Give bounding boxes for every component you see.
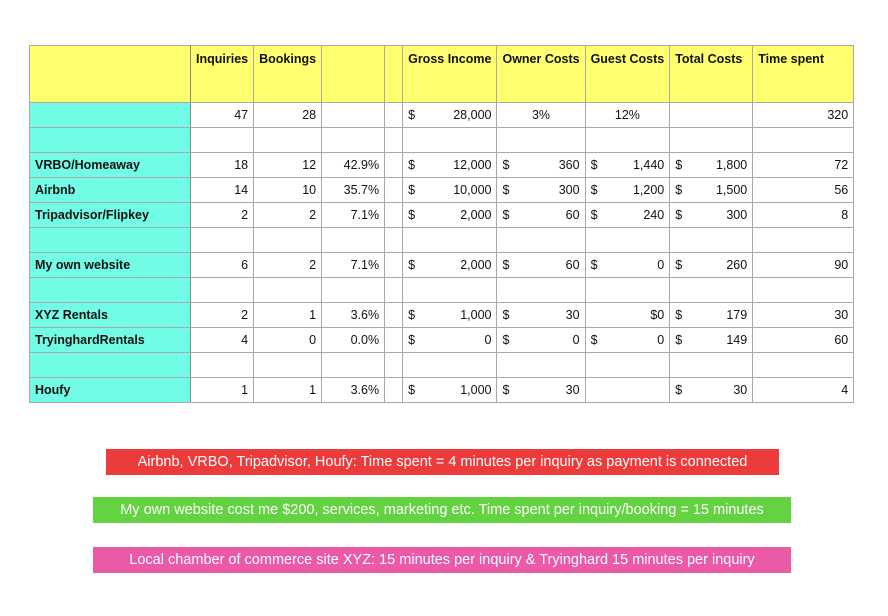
currency-symbol: $ [590, 183, 598, 197]
time-cell[interactable]: 8 [753, 203, 854, 228]
time-cell[interactable]: 30 [753, 303, 854, 328]
currency-symbol: $ [502, 158, 510, 172]
gross-cell[interactable] [403, 153, 497, 178]
currency-symbol: $ [502, 208, 510, 222]
blank-row [30, 228, 854, 253]
blank-cell[interactable] [497, 128, 585, 153]
totals-row [30, 103, 854, 128]
spacer-cell[interactable] [385, 253, 403, 278]
totals-total[interactable] [670, 103, 753, 128]
header-cell[interactable] [322, 46, 385, 103]
blank-cell[interactable] [585, 353, 670, 378]
totals-owner[interactable]: 3% [497, 103, 585, 128]
blank-cell[interactable] [385, 128, 403, 153]
total-cell[interactable] [670, 178, 753, 203]
spacer-cell[interactable] [385, 303, 403, 328]
note-red: Airbnb, VRBO, Tripadvisor, Houfy: Time spent = 4 minutes per inquiry as payment is connected [106, 449, 779, 475]
bookings-cell[interactable]: 10 [254, 178, 322, 203]
table-row [30, 378, 854, 403]
owner-cell[interactable] [497, 253, 585, 278]
spacer-cell[interactable] [385, 103, 403, 128]
total-cell-value: 30 [733, 383, 748, 397]
blank-cell[interactable] [322, 278, 385, 303]
blank-cell[interactable] [585, 128, 670, 153]
blank-cell[interactable] [191, 278, 254, 303]
gross-cell[interactable] [403, 253, 497, 278]
row-label[interactable]: TryinghardRentals [30, 328, 191, 353]
sheet-body [30, 46, 854, 403]
header-guest-costs[interactable]: Guest Costs [585, 46, 670, 103]
time-cell[interactable]: 90 [753, 253, 854, 278]
total-cell[interactable] [670, 303, 753, 328]
currency-symbol: $ [408, 383, 416, 397]
currency-symbol: $ [408, 333, 416, 347]
percent-cell[interactable]: 42.9% [322, 153, 385, 178]
blank-cell[interactable] [254, 228, 322, 253]
blank-cell[interactable] [191, 353, 254, 378]
currency-symbol: $ [590, 258, 598, 272]
gross-cell[interactable] [403, 328, 497, 353]
guest-cell-value: 1,440 [632, 158, 665, 172]
header-cell[interactable] [30, 46, 191, 103]
time-cell[interactable]: 4 [753, 378, 854, 403]
currency-symbol: $ [502, 308, 510, 322]
totals-bookings[interactable]: 28 [254, 103, 322, 128]
owner-cell-value: 30 [565, 308, 580, 322]
gross-cell-value: 2,000 [460, 258, 492, 272]
header-owner-costs[interactable]: Owner Costs [497, 46, 585, 103]
total-cell-value: 260 [726, 258, 748, 272]
blank-cell[interactable] [322, 228, 385, 253]
row-label[interactable]: Tripadvisor/Flipkey [30, 203, 191, 228]
table-row [30, 303, 854, 328]
blank-cell[interactable] [403, 228, 497, 253]
bookings-cell[interactable]: 2 [254, 253, 322, 278]
inquiries-cell[interactable]: 4 [191, 328, 254, 353]
blank-cell[interactable] [322, 353, 385, 378]
owner-cell[interactable] [497, 328, 585, 353]
blank-cell[interactable] [753, 228, 854, 253]
total-cell[interactable] [670, 378, 753, 403]
currency-symbol: $ [590, 208, 598, 222]
totals-gross[interactable] [403, 103, 497, 128]
row-label[interactable]: My own website [30, 253, 191, 278]
inquiries-cell[interactable]: 2 [191, 203, 254, 228]
header-inquiries[interactable]: Inquiries [191, 46, 254, 103]
guest-cell[interactable] [585, 303, 670, 328]
gross-cell[interactable] [403, 303, 497, 328]
currency-symbol: $ [408, 158, 416, 172]
inquiries-cell[interactable]: 1 [191, 378, 254, 403]
total-cell-value: 300 [726, 208, 748, 222]
blank-cell[interactable] [30, 278, 191, 303]
currency-symbol: $ [675, 333, 683, 347]
note-pink: Local chamber of commerce site XYZ: 15 minutes per inquiry & Tryinghard 15 minutes per inquiry [93, 547, 791, 573]
blank-cell[interactable] [191, 228, 254, 253]
total-cell-value: 1,500 [715, 183, 748, 197]
guest-cell-value: 240 [643, 208, 665, 222]
blank-cell[interactable] [670, 228, 753, 253]
table-row [30, 253, 854, 278]
table-row [30, 328, 854, 353]
header-total-costs[interactable]: Total Costs [670, 46, 753, 103]
inquiries-cell[interactable]: 18 [191, 153, 254, 178]
blank-cell[interactable] [585, 228, 670, 253]
currency-symbol: $ [502, 383, 510, 397]
spacer-cell[interactable] [385, 153, 403, 178]
totals-pct[interactable] [322, 103, 385, 128]
totals-time[interactable]: 320 [753, 103, 854, 128]
time-cell[interactable]: 72 [753, 153, 854, 178]
bookings-cell[interactable]: 1 [254, 303, 322, 328]
totals-gross-value: 28,000 [453, 108, 492, 122]
guest-cell[interactable] [585, 178, 670, 203]
guest-cell[interactable] [585, 253, 670, 278]
currency-symbol: $ [675, 208, 683, 222]
blank-cell[interactable] [385, 353, 403, 378]
blank-cell[interactable] [30, 353, 191, 378]
blank-cell[interactable] [585, 278, 670, 303]
total-cell-value: 149 [726, 333, 748, 347]
bookings-cell[interactable]: 12 [254, 153, 322, 178]
blank-cell[interactable] [497, 353, 585, 378]
spacer-cell[interactable] [385, 203, 403, 228]
guest-cell-value: 0 [657, 333, 665, 347]
currency-symbol: $ [408, 183, 416, 197]
spreadsheet-table [29, 45, 854, 403]
gross-cell-value: 0 [484, 333, 492, 347]
percent-cell[interactable]: 3.6% [322, 303, 385, 328]
blank-cell[interactable] [30, 228, 191, 253]
total-cell[interactable] [670, 203, 753, 228]
currency-symbol: $ [408, 208, 416, 222]
header-gross-income[interactable]: Gross Income [403, 46, 497, 103]
currency-symbol: $ [408, 258, 416, 272]
blank-cell[interactable] [497, 278, 585, 303]
gross-cell-value: 2,000 [460, 208, 492, 222]
guest-cell[interactable] [585, 203, 670, 228]
gross-cell[interactable] [403, 378, 497, 403]
total-cell[interactable] [670, 153, 753, 178]
guest-cell-value: 0 [657, 258, 665, 272]
percent-cell[interactable]: 0.0% [322, 328, 385, 353]
total-cell-value: 179 [726, 308, 748, 322]
blank-cell[interactable] [753, 278, 854, 303]
currency-symbol: $ [675, 158, 683, 172]
gross-cell-value: 12,000 [453, 158, 492, 172]
owner-cell-value: 60 [565, 208, 580, 222]
currency-symbol: $ [502, 183, 510, 197]
guest-cell[interactable] [585, 153, 670, 178]
time-cell[interactable]: 56 [753, 178, 854, 203]
owner-cell[interactable] [497, 178, 585, 203]
header-row [30, 46, 854, 103]
blank-row [30, 353, 854, 378]
note-green: My own website cost me $200, services, marketing etc. Time spent per inquiry/booking = 15 minutes [93, 497, 791, 523]
blank-cell[interactable] [385, 278, 403, 303]
blank-cell[interactable] [403, 128, 497, 153]
table-row [30, 153, 854, 178]
spacer-cell[interactable] [385, 178, 403, 203]
guest-cell[interactable] [585, 378, 670, 403]
gross-cell[interactable] [403, 203, 497, 228]
currency-symbol: $ [408, 308, 416, 322]
blank-cell[interactable] [254, 278, 322, 303]
guest-cell-value: $0 [650, 308, 665, 322]
percent-cell[interactable]: 35.7% [322, 178, 385, 203]
owner-cell[interactable] [497, 303, 585, 328]
currency-symbol: $ [502, 258, 510, 272]
guest-cell[interactable] [585, 328, 670, 353]
row-label[interactable]: XYZ Rentals [30, 303, 191, 328]
row-label[interactable]: Houfy [30, 378, 191, 403]
totals-label-cell[interactable] [30, 103, 191, 128]
header-bookings[interactable]: Bookings [254, 46, 322, 103]
table-row [30, 203, 854, 228]
gross-cell[interactable] [403, 178, 497, 203]
bookings-cell[interactable]: 1 [254, 378, 322, 403]
bookings-cell[interactable]: 0 [254, 328, 322, 353]
blank-cell[interactable] [30, 128, 191, 153]
inquiries-cell[interactable]: 14 [191, 178, 254, 203]
inquiries-cell[interactable]: 2 [191, 303, 254, 328]
totals-guest[interactable]: 12% [585, 103, 670, 128]
table-row [30, 178, 854, 203]
blank-cell[interactable] [497, 228, 585, 253]
total-cell[interactable] [670, 253, 753, 278]
blank-cell[interactable] [403, 278, 497, 303]
owner-cell[interactable] [497, 203, 585, 228]
blank-cell[interactable] [191, 128, 254, 153]
currency-symbol: $ [590, 158, 598, 172]
gross-cell-value: 1,000 [460, 383, 492, 397]
blank-cell[interactable] [254, 128, 322, 153]
time-cell[interactable]: 60 [753, 328, 854, 353]
blank-cell[interactable] [254, 353, 322, 378]
blank-cell[interactable] [670, 353, 753, 378]
blank-cell[interactable] [670, 278, 753, 303]
gross-cell-value: 10,000 [453, 183, 492, 197]
total-cell[interactable] [670, 328, 753, 353]
percent-cell[interactable]: 7.1% [322, 203, 385, 228]
blank-cell[interactable] [753, 353, 854, 378]
guest-cell-value: 1,200 [632, 183, 665, 197]
gross-cell-value: 1,000 [460, 308, 492, 322]
owner-cell[interactable] [497, 153, 585, 178]
blank-cell[interactable] [322, 128, 385, 153]
owner-cell-value: 300 [558, 183, 580, 197]
blank-cell[interactable] [403, 353, 497, 378]
blank-row [30, 278, 854, 303]
currency-symbol: $ [675, 258, 683, 272]
header-cell[interactable] [385, 46, 403, 103]
owner-cell-value: 60 [565, 258, 580, 272]
currency-symbol: $ [675, 308, 683, 322]
currency-symbol: $ [502, 333, 510, 347]
currency-symbol: $ [675, 183, 683, 197]
blank-cell[interactable] [385, 228, 403, 253]
blank-row [30, 128, 854, 153]
percent-cell[interactable]: 7.1% [322, 253, 385, 278]
totals-inquiries[interactable]: 47 [191, 103, 254, 128]
total-cell-value: 1,800 [715, 158, 748, 172]
row-label[interactable]: Airbnb [30, 178, 191, 203]
inquiries-cell[interactable]: 6 [191, 253, 254, 278]
owner-cell[interactable] [497, 378, 585, 403]
owner-cell-value: 0 [572, 333, 580, 347]
blank-cell[interactable] [670, 128, 753, 153]
spacer-cell[interactable] [385, 328, 403, 353]
currency-symbol: $ [408, 108, 416, 122]
row-label[interactable]: VRBO/Homeaway [30, 153, 191, 178]
currency-symbol: $ [675, 383, 683, 397]
header-time-spent[interactable]: Time spent [753, 46, 854, 103]
owner-cell-value: 30 [565, 383, 580, 397]
spacer-cell[interactable] [385, 378, 403, 403]
owner-cell-value: 360 [558, 158, 580, 172]
percent-cell[interactable]: 3.6% [322, 378, 385, 403]
bookings-cell[interactable]: 2 [254, 203, 322, 228]
blank-cell[interactable] [753, 128, 854, 153]
currency-symbol: $ [590, 333, 598, 347]
